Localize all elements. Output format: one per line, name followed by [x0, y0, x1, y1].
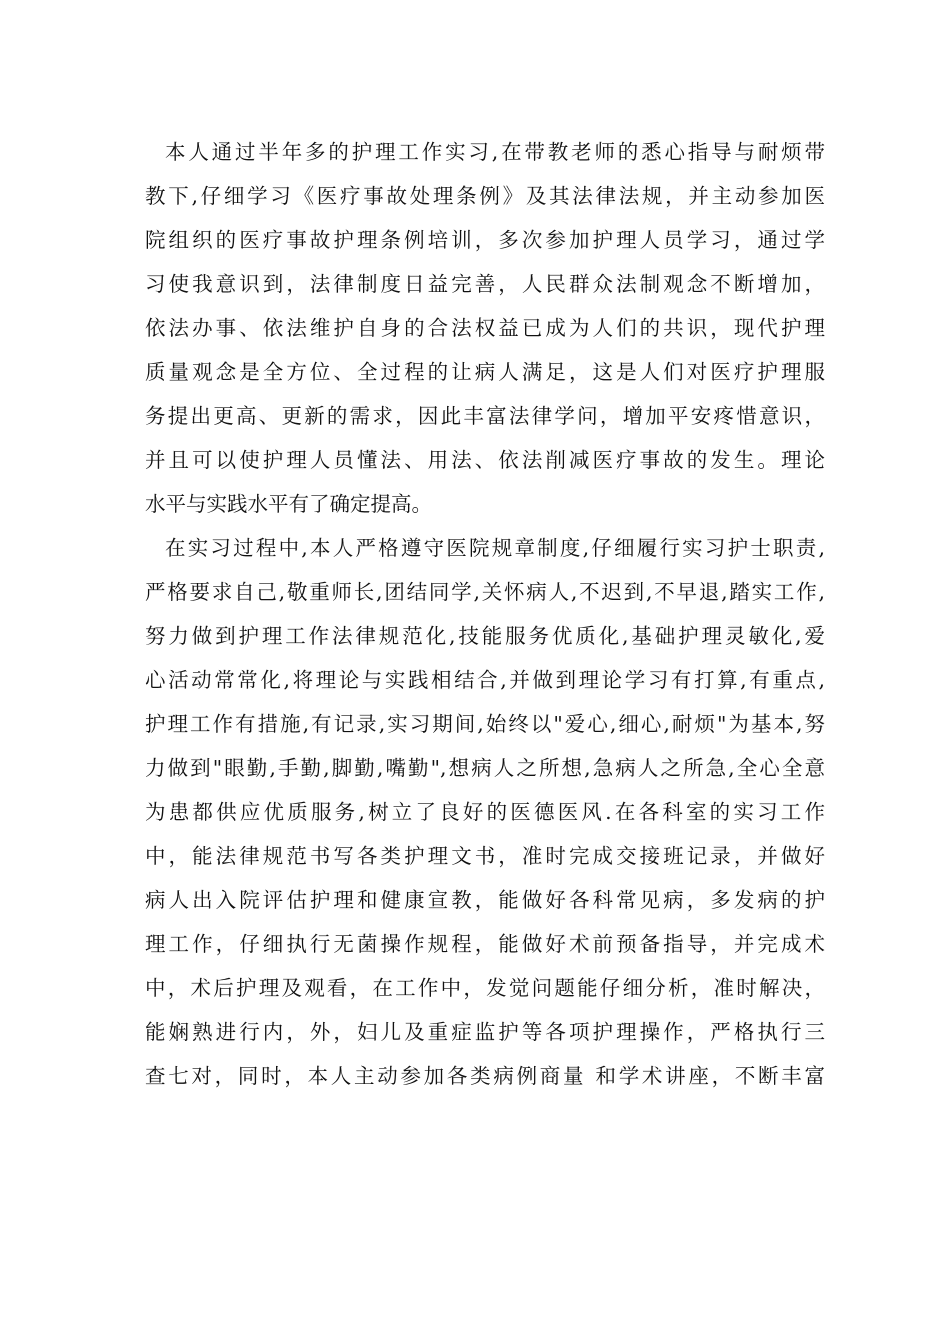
text-line: 水平与实践水平有了确定提高。	[145, 492, 432, 516]
text-line: 查七对，同时，本人主动参加各类病例商量 和学术讲座，不断丰富	[145, 1064, 825, 1088]
text-line: 习使我意识到，法律制度日益完善，人民群众法制观念不断增加，	[145, 272, 825, 296]
text-line: 为患都供应优质服务,树立了良好的医德医风.在各科室的实习工作	[145, 800, 825, 824]
text-line: 务提出更高、更新的需求，因此丰富法律学问，增加平安疼惜意识，	[145, 404, 825, 428]
text-line: 心活动常常化,将理论与实践相结合,并做到理论学习有打算,有重点,	[145, 668, 825, 692]
text-line: 中，术后护理及观看，在工作中，发觉问题能仔细分析，准时解决，	[145, 976, 825, 1000]
text-line: 院组织的医疗事故护理条例培训，多次参加护理人员学习，通过学	[145, 228, 825, 252]
text-line: 中，能法律规范书写各类护理文书，准时完成交接班记录，并做好	[145, 844, 825, 868]
text-line: 教下,仔细学习《医疗事故处理条例》及其法律法规，并主动参加医	[145, 184, 825, 208]
text-line: 质量观念是全方位、全过程的让病人满足，这是人们对医疗护理服	[145, 360, 825, 384]
text-line: 本人通过半年多的护理工作实习,在带教老师的悉心指导与耐烦带	[165, 140, 825, 164]
text-line: 严格要求自己,敬重师长,团结同学,关怀病人,不迟到,不早退,踏实工作,	[145, 580, 825, 604]
text-line: 力做到"眼勤,手勤,脚勤,嘴勤",想病人之所想,急病人之所急,全心全意	[145, 756, 825, 780]
text-line: 在实习过程中,本人严格遵守医院规章制度,仔细履行实习护士职责,	[165, 536, 825, 560]
text-line: 努力做到护理工作法律规范化,技能服务优质化,基础护理灵敏化,爱	[145, 624, 825, 648]
text-line: 理工作，仔细执行无菌操作规程，能做好术前预备指导，并完成术	[145, 932, 825, 956]
text-line: 依法办事、依法维护自身的合法权益已成为人们的共识，现代护理	[145, 316, 825, 340]
text-line: 护理工作有措施,有记录,实习期间,始终以"爱心,细心,耐烦"为基本,努	[145, 712, 825, 736]
text-line: 病人出入院评估护理和健康宣教，能做好各科常见病，多发病的护	[145, 888, 825, 912]
text-line: 能娴熟进行内，外，妇儿及重症监护等各项护理操作，严格执行三	[145, 1020, 825, 1044]
text-line: 并且可以使护理人员懂法、用法、依法削减医疗事故的发生。理论	[145, 448, 825, 472]
body-text	[145, 130, 825, 1098]
